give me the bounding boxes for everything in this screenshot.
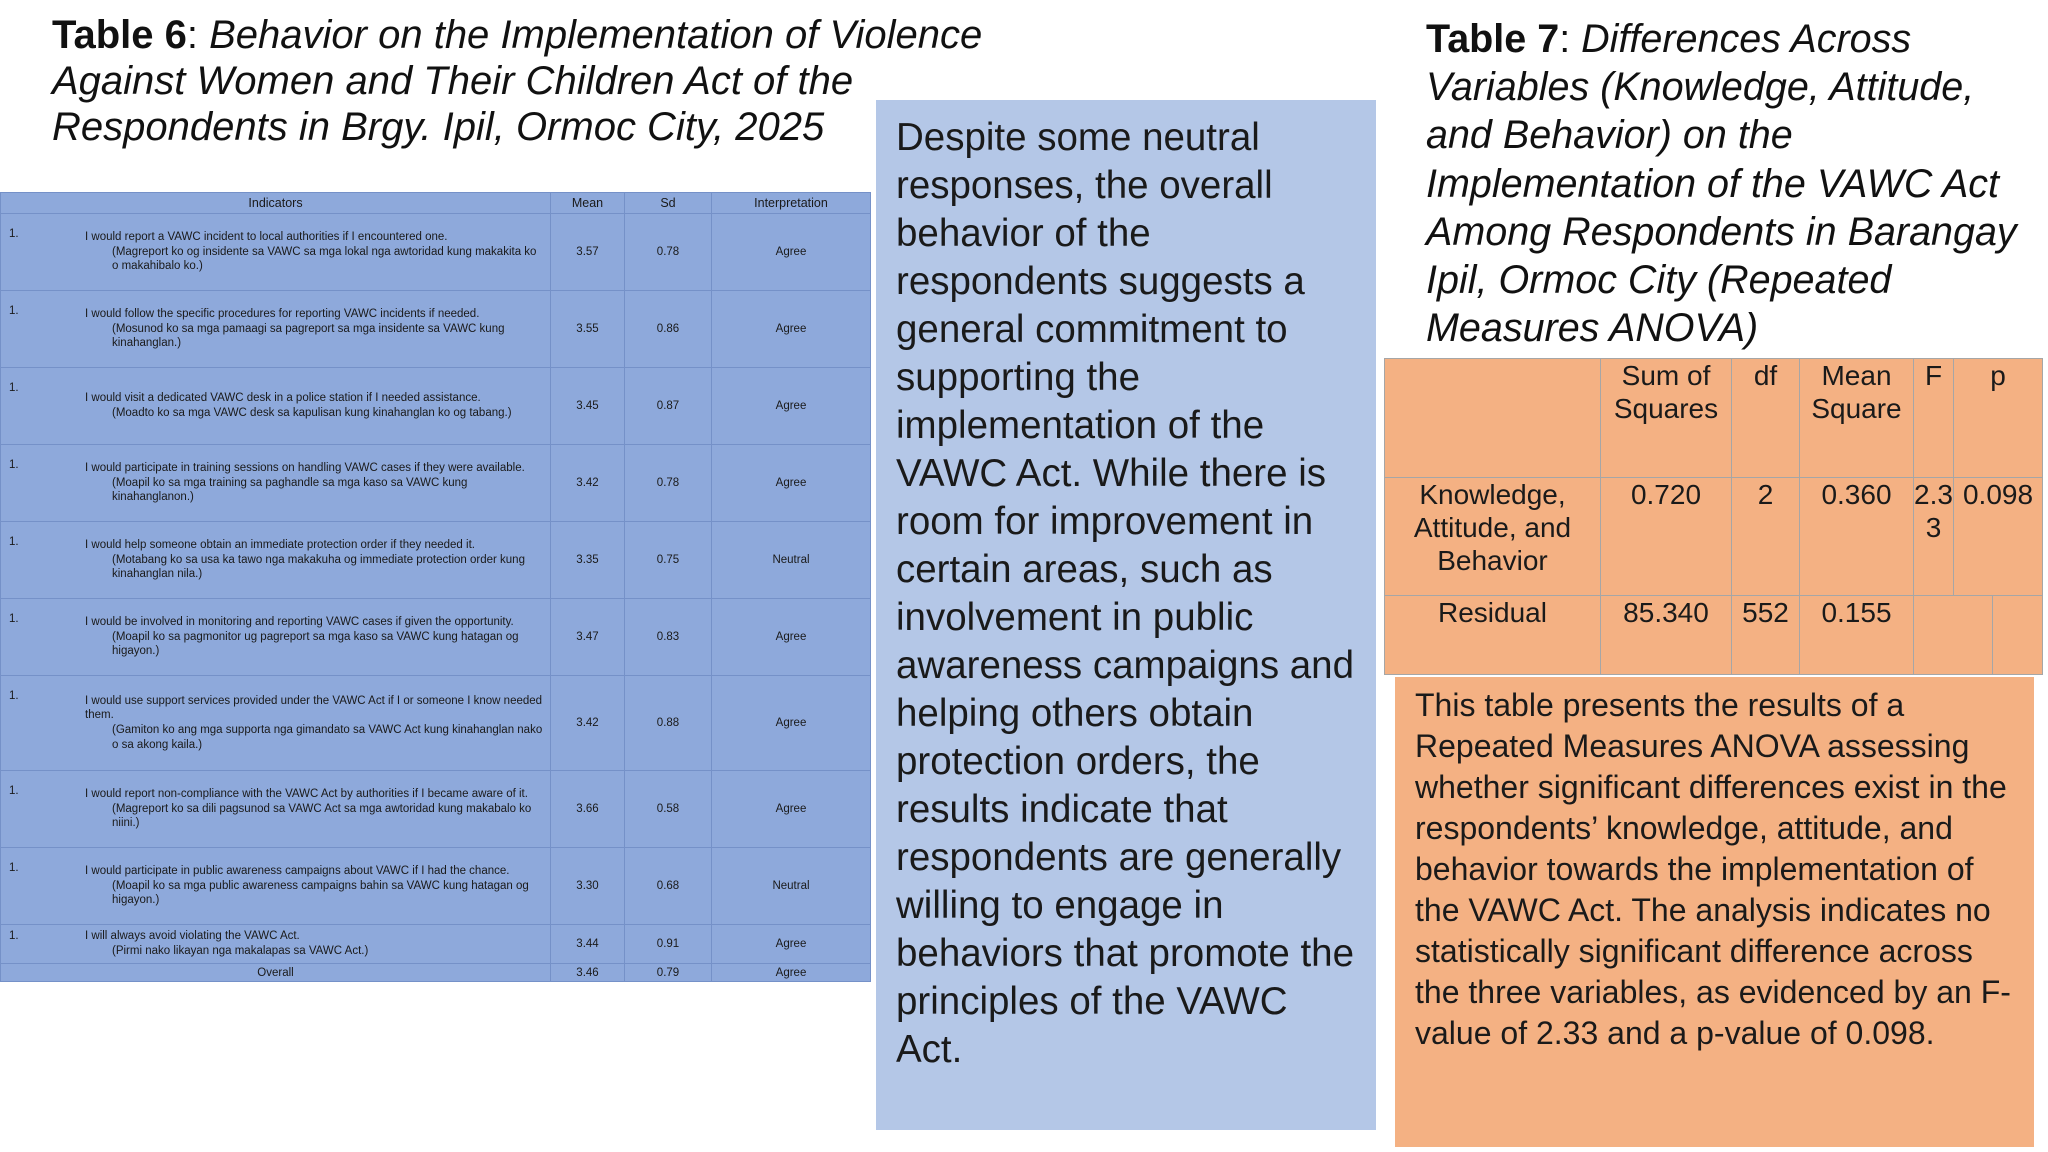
indicator-english: I would follow the specific procedures for reporting VAWC incidents if needed. bbox=[85, 308, 480, 321]
overall-label: Overall bbox=[1, 964, 551, 982]
anova-df: 2 bbox=[1732, 478, 1800, 596]
anova-p-value: 0.098 bbox=[1954, 478, 2043, 596]
table6-header-sd: Sd bbox=[625, 193, 712, 214]
anova-df: 552 bbox=[1732, 596, 1800, 675]
mean-cell: 3.35 bbox=[551, 522, 625, 599]
table7-header-f: F bbox=[1914, 359, 1954, 478]
table7-title-caption: Differences Across Variables (Knowledge, Attitude, and Behavior) on the Implementation of the VAWC Act Among Respondents in Barangay Ipil, Ormoc City (Repeated Measures ANOVA) bbox=[1426, 17, 2017, 351]
mean-cell: 3.30 bbox=[551, 848, 625, 925]
table-row bbox=[1, 214, 871, 291]
table6-header-indicators: Indicators bbox=[1, 193, 551, 214]
indicator-cell bbox=[1, 522, 551, 599]
table7-header-mean-square: Mean Square bbox=[1800, 359, 1914, 478]
anova-f-value: 2.33 bbox=[1914, 478, 1954, 596]
anova-source-label: Residual bbox=[1385, 596, 1601, 675]
indicator-translation: (Moapil ko sa pagmonitor ug pagreport sa mga kaso sa VAWC kung hatagan og higayon.) bbox=[112, 630, 519, 658]
indicator-cell bbox=[1, 848, 551, 925]
mean-cell: 3.57 bbox=[551, 214, 625, 291]
indicator-english: I would participate in public awareness campaigns about VAWC if I had the chance. bbox=[85, 865, 510, 878]
interpretation-cell: Agree bbox=[712, 214, 871, 291]
indicator-translation: (Moapil ko sa mga training sa paghandle sa mga kaso sa VAWC kung kinahanglanon.) bbox=[112, 476, 468, 504]
indicator-translation: (Gamiton ko ang mga supporta nga gimandato sa VAWC Act kung kinahanglan nako o sa akong kaila.) bbox=[112, 724, 543, 751]
interpretation-cell: Agree bbox=[712, 925, 871, 964]
table7-header-df: df bbox=[1732, 359, 1800, 478]
table-row bbox=[1, 771, 871, 848]
table7-title-label: Table 7 bbox=[1426, 17, 1560, 61]
sd-cell: 0.86 bbox=[625, 291, 712, 368]
item-number: 1. bbox=[9, 930, 19, 942]
indicator-translation: (Magreport ko sa dili pagsunod sa VAWC Act sa mga awtoridad kung makabalo ko niini.) bbox=[112, 802, 532, 830]
interpretation-cell: Agree bbox=[712, 599, 871, 676]
table-row bbox=[1, 599, 871, 676]
indicator-cell bbox=[1, 925, 551, 964]
mean-cell: 3.44 bbox=[551, 925, 625, 964]
table-row bbox=[1, 522, 871, 599]
anova-sum-of-squares: 0.720 bbox=[1601, 478, 1732, 596]
indicator-english: I would participate in training sessions on handling VAWC cases if they were available. bbox=[85, 462, 525, 475]
table-row bbox=[1, 445, 871, 522]
table6-discussion-text: Despite some neutral responses, the overall behavior of the respondents suggests a general commitment to supporting the implementation of the VAWC Act. While there is room for improvement in certain areas, such as involvement in public awareness campaigns and helping others obtain protection orders, the results indicate that respondents are generally willing to engage in behaviors that promote the principles of the VAWC Act. bbox=[896, 116, 1354, 1071]
item-number: 1. bbox=[9, 305, 19, 317]
table7-title-separator: : bbox=[1559, 17, 1582, 61]
indicator-cell bbox=[1, 214, 551, 291]
sd-cell: 0.91 bbox=[625, 925, 712, 964]
indicator-translation: (Moadto ko sa mga VAWC desk sa kapulisan kung kinahanglan ko og tabang.) bbox=[112, 407, 512, 419]
interpretation-cell: Agree bbox=[712, 368, 871, 445]
overall-interpretation: Agree bbox=[712, 964, 871, 982]
anova-f-value bbox=[1914, 596, 1993, 675]
item-number: 1. bbox=[9, 613, 19, 625]
item-number: 1. bbox=[9, 862, 19, 874]
indicator-cell bbox=[1, 291, 551, 368]
item-number: 1. bbox=[9, 382, 19, 394]
indicator-cell bbox=[1, 599, 551, 676]
mean-cell: 3.42 bbox=[551, 445, 625, 522]
table6-overall-row bbox=[1, 964, 871, 982]
interpretation-cell: Agree bbox=[712, 771, 871, 848]
mean-cell: 3.66 bbox=[551, 771, 625, 848]
table7-header-p: p bbox=[1954, 359, 2043, 478]
sd-cell: 0.58 bbox=[625, 771, 712, 848]
indicator-english: I would visit a dedicated VAWC desk in a police station if I needed assistance. bbox=[85, 392, 481, 405]
indicator-english: I would report a VAWC incident to local authorities if I encountered one. bbox=[85, 231, 448, 244]
table-row bbox=[1, 291, 871, 368]
table7-title bbox=[1426, 15, 2036, 352]
table6-title-label: Table 6 bbox=[52, 13, 187, 57]
table7-anova bbox=[1384, 358, 2043, 675]
sd-cell: 0.78 bbox=[625, 445, 712, 522]
sd-cell: 0.75 bbox=[625, 522, 712, 599]
overall-mean: 3.46 bbox=[551, 964, 625, 982]
table6-title bbox=[52, 12, 1012, 151]
indicator-english: I would use support services provided under the VAWC Act if I or someone I know needed them. bbox=[85, 694, 543, 722]
sd-cell: 0.88 bbox=[625, 676, 712, 771]
indicator-translation: (Magreport ko og insidente sa VAWC sa mga lokal nga awtoridad kung makakita ko o makahibalo ko.) bbox=[112, 245, 537, 273]
indicator-cell bbox=[1, 368, 551, 445]
table-row bbox=[1385, 478, 2043, 596]
mean-cell: 3.45 bbox=[551, 368, 625, 445]
interpretation-cell: Neutral bbox=[712, 522, 871, 599]
interpretation-cell: Agree bbox=[712, 445, 871, 522]
interpretation-cell: Neutral bbox=[712, 848, 871, 925]
table-row bbox=[1385, 596, 2043, 675]
interpretation-cell: Agree bbox=[712, 291, 871, 368]
table7-header-blank bbox=[1385, 359, 1601, 478]
sd-cell: 0.83 bbox=[625, 599, 712, 676]
indicator-cell bbox=[1, 445, 551, 522]
indicator-english: I will always avoid violating the VAWC Act. bbox=[85, 930, 300, 943]
indicator-cell bbox=[1, 676, 551, 771]
indicator-english: I would be involved in monitoring and reporting VAWC cases if given the opportunity. bbox=[85, 616, 514, 629]
sd-cell: 0.87 bbox=[625, 368, 712, 445]
item-number: 1. bbox=[9, 536, 19, 548]
indicator-cell bbox=[1, 771, 551, 848]
indicator-english: I would help someone obtain an immediate protection order if they needed it. bbox=[85, 539, 475, 552]
table6-header-row bbox=[1, 193, 871, 214]
indicator-translation: (Pirmi nako likayan nga makalapas sa VAWC Act.) bbox=[112, 945, 369, 957]
mean-cell: 3.42 bbox=[551, 676, 625, 771]
anova-sum-of-squares: 85.340 bbox=[1601, 596, 1732, 675]
item-number: 1. bbox=[9, 459, 19, 471]
table-row bbox=[1, 848, 871, 925]
anova-mean-square: 0.155 bbox=[1800, 596, 1914, 675]
table6-title-separator: : bbox=[186, 13, 210, 57]
table-row bbox=[1, 368, 871, 445]
item-number: 1. bbox=[9, 228, 19, 240]
indicator-translation: (Mosunod ko sa mga pamaagi sa pagreport sa mga insidente sa VAWC kung kinahanglan.) bbox=[112, 322, 505, 350]
table6 bbox=[0, 192, 871, 982]
mean-cell: 3.55 bbox=[551, 291, 625, 368]
table6-title-caption: Behavior on the Implementation of Violence Against Women and Their Children Act of the Respondents in Brgy. Ipil, Ormoc City, 2025 bbox=[52, 13, 983, 150]
table6-discussion-box bbox=[876, 100, 1376, 1130]
table7-discussion-box bbox=[1395, 677, 2034, 1147]
item-number: 1. bbox=[9, 690, 19, 702]
indicator-translation: (Moapil ko sa mga public awareness campaigns bahin sa VAWC kung hatagan og higayon.) bbox=[112, 879, 529, 907]
interpretation-cell: Agree bbox=[712, 676, 871, 771]
item-number: 1. bbox=[9, 785, 19, 797]
table-row bbox=[1, 925, 871, 964]
table-row bbox=[1, 676, 871, 771]
indicator-english: I would report non-compliance with the VAWC Act by authorities if I became aware of it. bbox=[85, 788, 528, 801]
table7-header-row bbox=[1385, 359, 2043, 478]
sd-cell: 0.78 bbox=[625, 214, 712, 291]
overall-sd: 0.79 bbox=[625, 964, 712, 982]
indicator-translation: (Motabang ko sa usa ka tawo nga makakuha og immediate protection order kung kinahanglan nila.) bbox=[112, 553, 525, 581]
table6-header-interpretation: Interpretation bbox=[712, 193, 871, 214]
table6-header-mean: Mean bbox=[551, 193, 625, 214]
table7-discussion-text: This table presents the results of a Repeated Measures ANOVA assessing whether significant differences exist in the respondents’ knowledge, attitude, and behavior towards the implementation of the VAWC Act. The analysis indicates no statistically significant difference across the three variables, as evidenced by an F-value of 2.33 and a p-value of 0.098. bbox=[1415, 687, 2011, 1051]
anova-source-label: Knowledge, Attitude, and Behavior bbox=[1385, 478, 1601, 596]
anova-p-value bbox=[1993, 596, 2043, 675]
anova-mean-square: 0.360 bbox=[1800, 478, 1914, 596]
sd-cell: 0.68 bbox=[625, 848, 712, 925]
table7-header-sum-of-squares: Sum of Squares bbox=[1601, 359, 1732, 478]
mean-cell: 3.47 bbox=[551, 599, 625, 676]
